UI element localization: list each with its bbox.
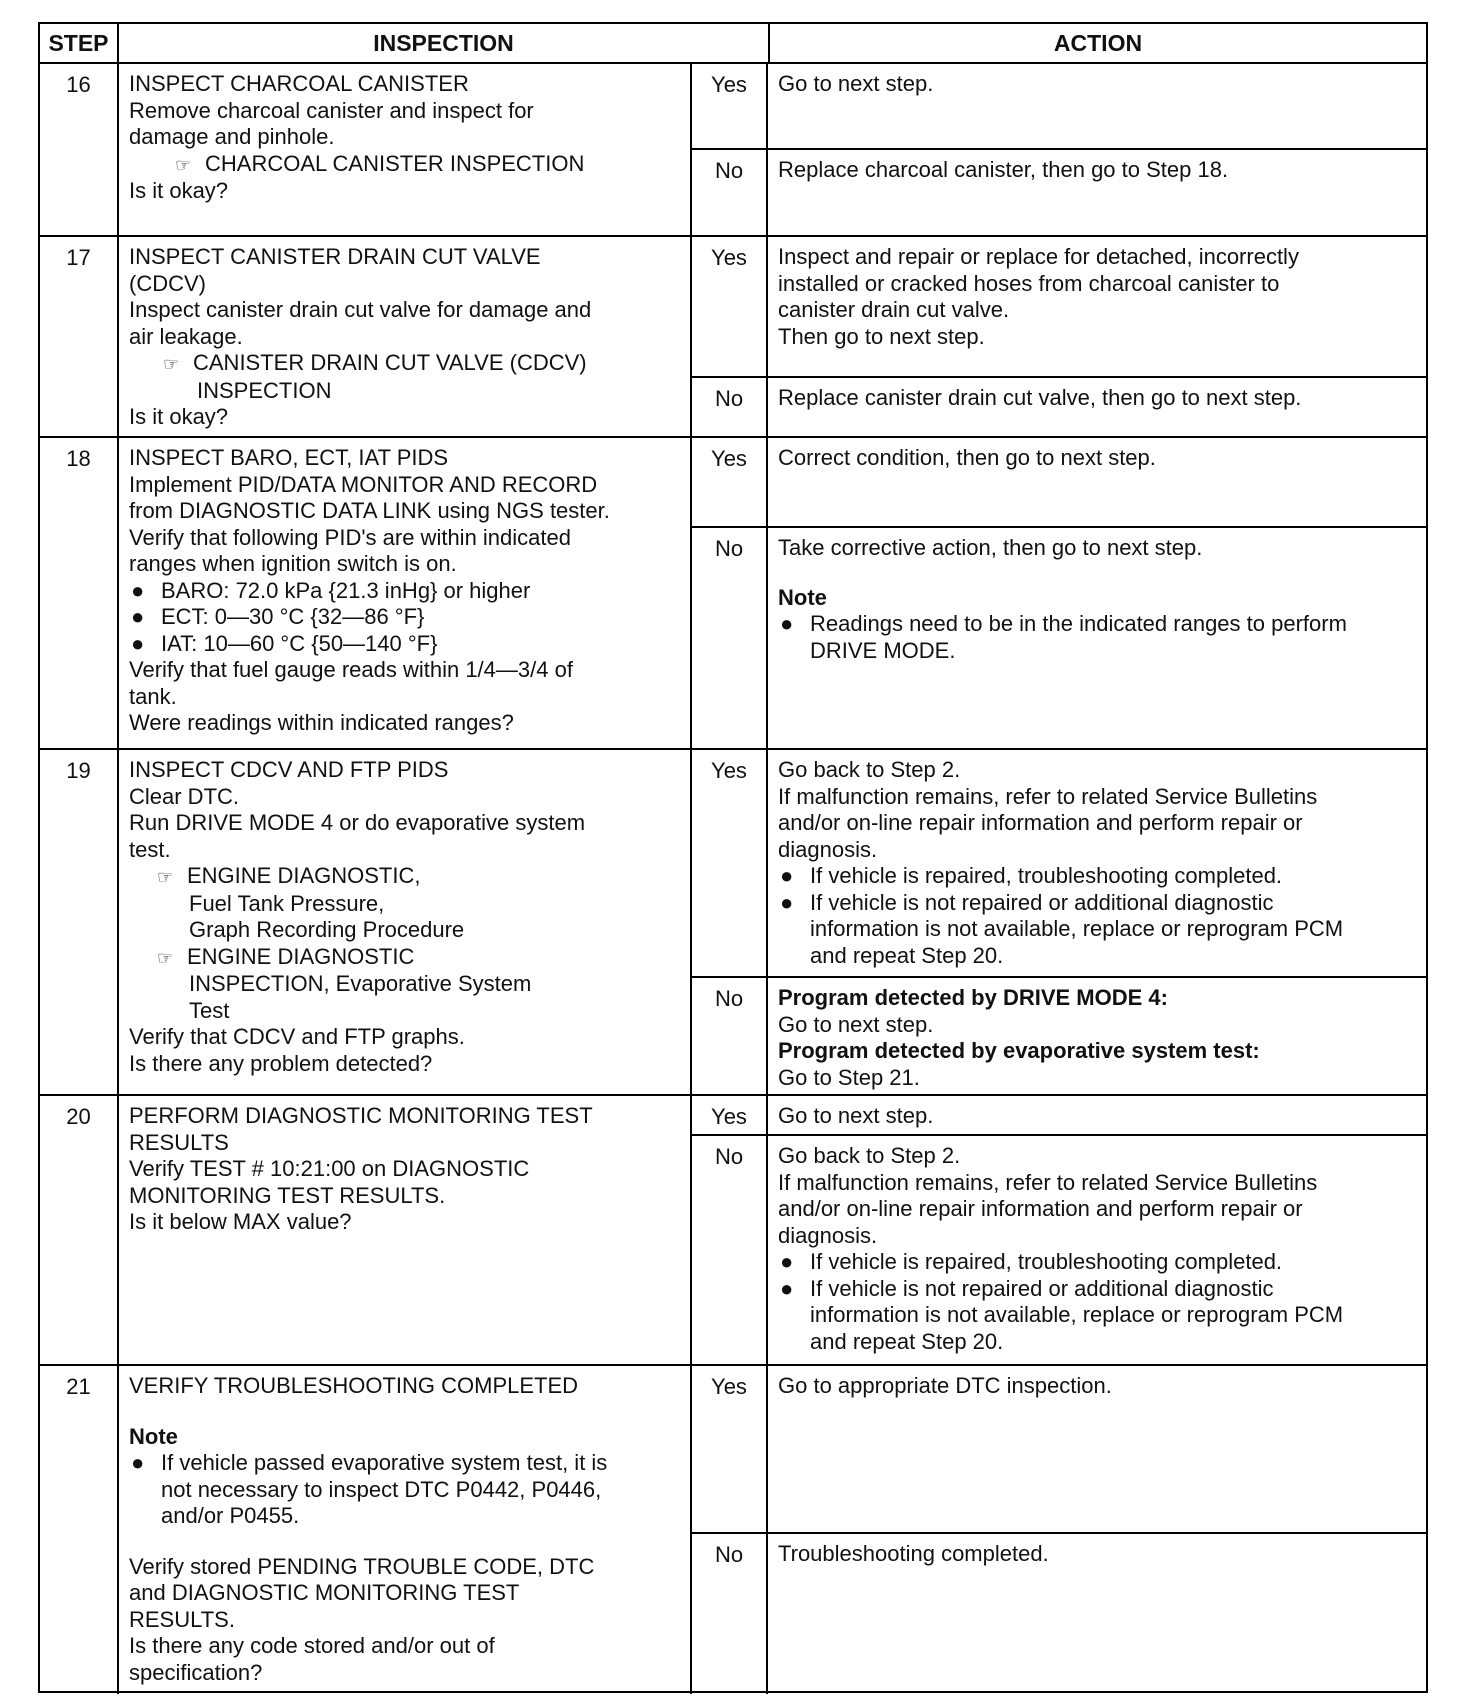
header-action: ACTION [768, 24, 1426, 62]
list-item [778, 1249, 1416, 1276]
bullet-icon: ● [131, 577, 145, 603]
reference-icon: ☞ [163, 354, 180, 374]
table-row-step-20 [40, 1096, 1426, 1366]
reference-icon: ☞ [157, 867, 174, 887]
list-item [129, 631, 682, 658]
action-text: Go to appropriate DTC inspection. [778, 1373, 1112, 1398]
inspection-text: from DIAGNOSTIC DATA LINK using NGS tester. [129, 498, 610, 523]
inspection-title: (CDCV) [129, 270, 206, 296]
inspection-cell [117, 1096, 690, 1364]
yes-action [768, 64, 1426, 148]
action-text: Replace canister drain cut valve, then go to next step. [778, 385, 1302, 410]
action-cell [766, 1366, 1426, 1694]
action-cell [766, 64, 1426, 235]
inspection-text: Clear DTC. [129, 783, 240, 809]
action-text: Go to next step. [778, 71, 934, 96]
list-item-text: ECT: 0—30 °C {32—86 °F} [161, 604, 425, 629]
yes-label: Yes [711, 1374, 747, 1399]
inspection-text: Implement PID/DATA MONITOR AND RECORD [129, 471, 598, 497]
no-label: No [692, 1532, 766, 1694]
no-action [768, 1134, 1426, 1364]
action-text: Correct condition, then go to next step. [778, 445, 1156, 470]
list-item [129, 1450, 682, 1477]
yes-action [768, 237, 1426, 376]
inspection-text: Verify that following PID's are within indicated [129, 524, 571, 550]
bullet-icon: ● [780, 1275, 794, 1301]
list-item-text: If vehicle is repaired, troubleshooting completed. [810, 863, 1283, 888]
yes-no-cell [690, 64, 766, 235]
yes-no-cell [690, 438, 766, 748]
inspection-text: test. [129, 836, 171, 862]
action-cell [766, 750, 1426, 1097]
inspection-title: INSPECT CDCV AND FTP PIDS [129, 757, 449, 782]
action-text: and/or on-line repair information and perform repair or [778, 810, 1303, 835]
inspection-title: RESULTS [129, 1129, 229, 1155]
list-item-text: BARO: 72.0 kPa {21.3 inHg} or higher [161, 577, 531, 603]
inspection-text: RESULTS. [129, 1606, 235, 1632]
step-number: 18 [66, 446, 91, 471]
bullet-icon: ● [131, 630, 145, 656]
inspection-text: Verify that CDCV and FTP graphs. [129, 1024, 465, 1049]
list-item-text: and/or P0455. [161, 1503, 300, 1528]
inspection-text: and DIAGNOSTIC MONITORING TEST [129, 1580, 520, 1605]
action-text: Go back to Step 2. [778, 757, 961, 782]
inspection-title: PERFORM DIAGNOSTIC MONITORING TEST [129, 1103, 593, 1128]
inspection-text: Verify TEST # 10:21:00 on DIAGNOSTIC [129, 1156, 530, 1181]
list-item-text: and repeat Step 20. [810, 942, 1004, 968]
step-number: 16 [66, 72, 91, 97]
inspection-question: Is there any problem detected? [129, 1050, 433, 1076]
action-text: and/or on-line repair information and perform repair or [778, 1196, 1303, 1221]
action-text: If malfunction remains, refer to related Service Bulletins [778, 1169, 1318, 1195]
list-item-text: and repeat Step 20. [810, 1328, 1004, 1354]
inspection-text: MONITORING TEST RESULTS. [129, 1182, 446, 1208]
list-item [129, 604, 682, 631]
reference-icon: ☞ [157, 947, 174, 968]
list-item [778, 890, 1416, 917]
inspection-cell [117, 1366, 690, 1694]
table-row-step-16 [40, 64, 1426, 237]
reference-line [129, 151, 682, 179]
action-text: Go to next step. [778, 1011, 934, 1037]
action-text: diagnosis. [778, 1222, 878, 1248]
diagnostic-table [38, 22, 1428, 1693]
no-action [768, 526, 1426, 748]
inspection-title: INSPECT BARO, ECT, IAT PIDS [129, 445, 449, 470]
reference-text: ENGINE DIAGNOSTIC [187, 943, 415, 969]
inspection-question: specification? [129, 1659, 263, 1685]
list-item [778, 1276, 1416, 1303]
no-action [768, 148, 1426, 235]
no-action [768, 1532, 1426, 1694]
inspection-cell [117, 750, 690, 1097]
list-item-text: If vehicle is repaired, troubleshooting completed. [810, 1249, 1283, 1274]
yes-no-cell [690, 1366, 766, 1694]
table-row-step-21 [40, 1366, 1426, 1691]
inspection-cell [117, 237, 690, 439]
reference-text: Fuel Tank Pressure, [189, 890, 385, 916]
reference-line [129, 863, 682, 891]
action-text: Take corrective action, then go to next step. [778, 535, 1203, 560]
list-item [129, 578, 682, 605]
reference-line [129, 944, 682, 972]
reference-text: ENGINE DIAGNOSTIC, [187, 863, 421, 888]
yes-action [768, 438, 1426, 526]
action-cell [766, 1096, 1426, 1364]
table-row-step-19 [40, 750, 1426, 1096]
note-heading: Note [129, 1423, 178, 1449]
inspection-question: Were readings within indicated ranges? [129, 710, 514, 735]
inspection-text: damage and pinhole. [129, 124, 335, 149]
yes-no-cell [690, 750, 766, 1097]
no-action [768, 976, 1426, 1097]
action-text: diagnosis. [778, 836, 878, 862]
bullet-icon: ● [131, 1450, 145, 1475]
yes-action [768, 1096, 1426, 1134]
reference-text: INSPECTION, Evaporative System [189, 971, 532, 996]
no-label: No [692, 148, 766, 235]
note-heading: Note [778, 584, 827, 610]
reference-text: INSPECTION [197, 377, 332, 403]
inspection-title: INSPECT CANISTER DRAIN CUT VALVE [129, 244, 541, 269]
action-text: Troubleshooting completed. [778, 1541, 1049, 1566]
yes-label: Yes [711, 446, 747, 471]
list-item [778, 611, 1416, 638]
list-item-text: information is not available, replace or reprogram PCM [810, 1302, 1344, 1327]
list-item-text: IAT: 10—60 °C {50—140 °F} [161, 630, 438, 656]
no-action [768, 376, 1426, 439]
header-step: STEP [48, 29, 109, 56]
step-number: 20 [66, 1104, 91, 1129]
action-text: Go to Step 21. [778, 1064, 920, 1090]
reference-icon: ☞ [175, 154, 192, 175]
inspection-text: Verify that fuel gauge reads within 1/4—3/4 of [129, 657, 573, 682]
inspection-text: tank. [129, 683, 177, 709]
inspection-text: air leakage. [129, 323, 243, 349]
action-text: Replace charcoal canister, then go to Step 18. [778, 157, 1229, 182]
bullet-icon: ● [780, 863, 794, 888]
yes-action [768, 1366, 1426, 1532]
step-number: 17 [66, 245, 91, 270]
no-label: No [692, 1134, 766, 1364]
reference-text: Test [189, 997, 230, 1023]
table-header [40, 24, 1426, 64]
action-subheading: Program detected by evaporative system test: [778, 1038, 1260, 1063]
reference-text: CANISTER DRAIN CUT VALVE (CDCV) [193, 350, 587, 375]
action-text: Then go to next step. [778, 323, 985, 349]
inspection-text: ranges when ignition switch is on. [129, 551, 457, 576]
inspection-question: Is there any code stored and/or out of [129, 1633, 495, 1658]
list-item-text: If vehicle is not repaired or additional diagnostic [810, 1275, 1274, 1301]
inspection-cell [117, 64, 690, 235]
reference-text: Graph Recording Procedure [189, 917, 465, 942]
bullet-icon: ● [131, 604, 145, 629]
header-inspection: INSPECTION [117, 24, 768, 62]
action-text: Go to next step. [778, 1103, 934, 1128]
bullet-icon: ● [780, 611, 794, 636]
yes-label: Yes [711, 72, 747, 97]
action-text: Inspect and repair or replace for detached, incorrectly [778, 244, 1299, 269]
list-item-text: not necessary to inspect DTC P0442, P0446, [161, 1476, 602, 1502]
inspection-text: Inspect canister drain cut valve for damage and [129, 297, 592, 322]
yes-action [768, 750, 1426, 976]
inspection-question: Is it okay? [129, 404, 229, 429]
list-item-text: If vehicle passed evaporative system test, it is [161, 1450, 608, 1475]
reference-text: CHARCOAL CANISTER INSPECTION [205, 150, 585, 176]
inspection-title: INSPECT CHARCOAL CANISTER [129, 71, 469, 96]
no-label: No [692, 976, 766, 1097]
bullet-icon: ● [780, 1249, 794, 1274]
list-item [778, 863, 1416, 890]
action-text: canister drain cut valve. [778, 297, 1010, 322]
list-item-text: If vehicle is not repaired or additional diagnostic [810, 889, 1274, 915]
inspection-cell [117, 438, 690, 748]
no-label: No [692, 376, 766, 439]
list-item-text: DRIVE MODE. [810, 637, 956, 663]
step-number: 19 [66, 758, 91, 783]
bullet-icon: ● [780, 889, 794, 915]
list-item-text: information is not available, replace or reprogram PCM [810, 916, 1344, 941]
action-text: installed or cracked hoses from charcoal canister to [778, 270, 1280, 296]
inspection-question: Is it below MAX value? [129, 1209, 352, 1234]
action-cell [766, 438, 1426, 748]
table-row-step-18 [40, 438, 1426, 750]
reference-line [129, 350, 682, 378]
yes-label: Yes [711, 1104, 747, 1129]
action-text: If malfunction remains, refer to related Service Bulletins [778, 783, 1318, 809]
yes-label: Yes [711, 245, 747, 270]
inspection-question: Is it okay? [129, 178, 229, 203]
yes-no-cell [690, 237, 766, 439]
inspection-text: Verify stored PENDING TROUBLE CODE, DTC [129, 1553, 595, 1579]
yes-no-cell [690, 1096, 766, 1364]
table-row-step-17 [40, 237, 1426, 438]
list-item-text: Readings need to be in the indicated ranges to perform [810, 611, 1347, 636]
action-subheading: Program detected by DRIVE MODE 4: [778, 985, 1168, 1010]
inspection-text: Remove charcoal canister and inspect for [129, 97, 534, 123]
inspection-text: Run DRIVE MODE 4 or do evaporative system [129, 810, 586, 835]
no-label: No [692, 526, 766, 748]
action-text: Go back to Step 2. [778, 1143, 961, 1168]
action-cell [766, 237, 1426, 439]
inspection-title: VERIFY TROUBLESHOOTING COMPLETED [129, 1373, 579, 1398]
yes-label: Yes [711, 758, 747, 783]
step-number: 21 [66, 1374, 91, 1399]
